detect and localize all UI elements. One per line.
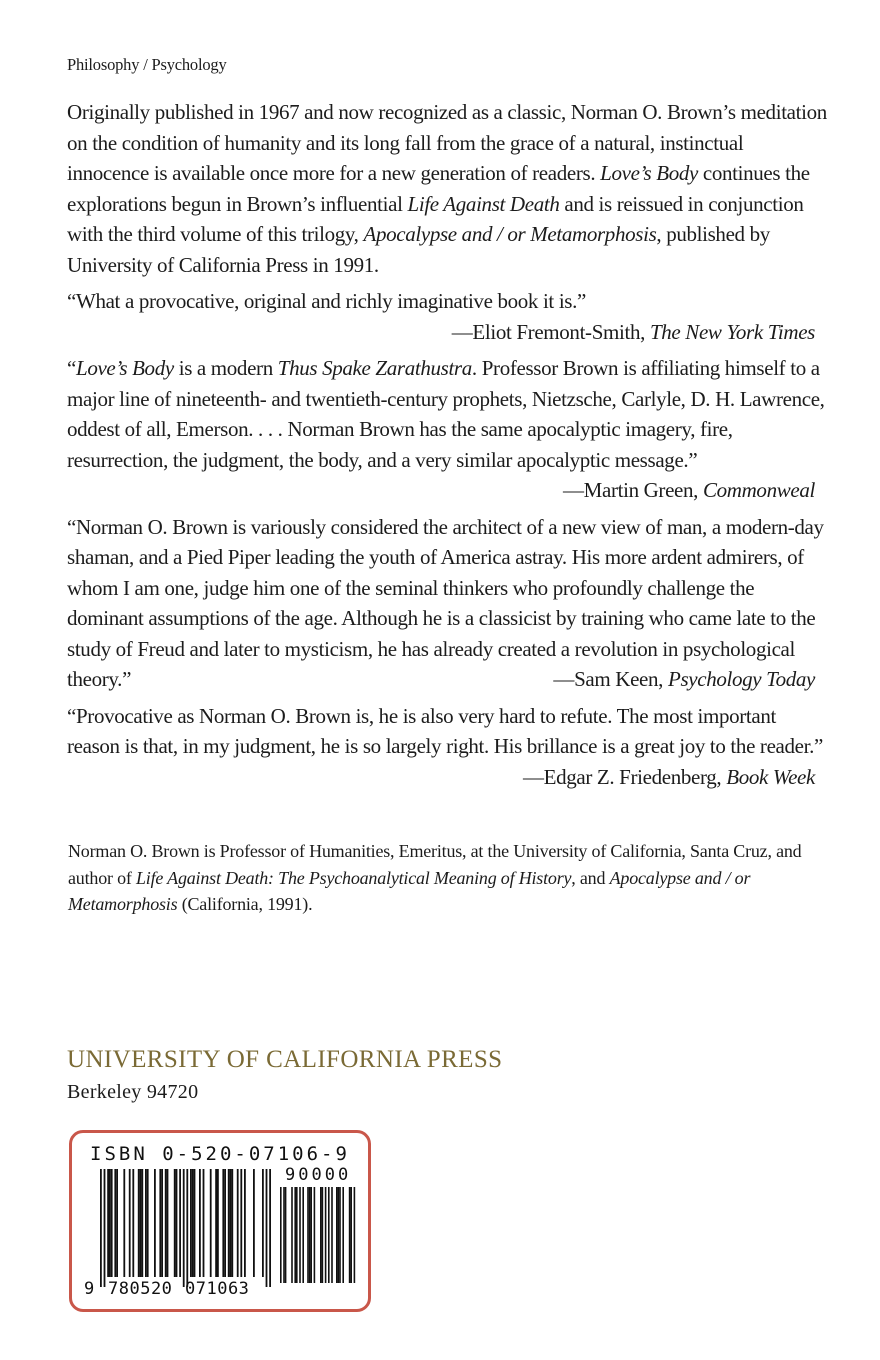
attribution-source: The New York Times [649, 319, 815, 344]
attribution-name: —Martin Green, [563, 478, 703, 502]
barcode-bar [141, 1169, 143, 1277]
review-quote-2 [67, 353, 827, 506]
description-text: Originally published in 1967 and now recognized as a classic, Norman O. Brown’s meditation on the condition of humanity and its long fall from the grace of a natural, instinctual innocence is available once more for a new generation of readers. [67, 100, 827, 185]
quote-text [67, 701, 827, 789]
bio-text: (California, 1991). [177, 894, 313, 914]
barcode-bar [228, 1169, 230, 1277]
barcode-bar [217, 1169, 219, 1277]
attribution-source: Commonweal [702, 478, 815, 502]
quote-text-segment: . Professor Brown is affiliating himself to a major line of nineteenth- and twentieth-century prophets, Nietzsche, Carlyle, D. H. Lawrence, oddest of all, Emerson. . . . Norman Brown has the same apocalyptic imagery, fire, resurrection, the judgment, the body, and a very similar apocalyptic message.” [67, 356, 825, 472]
barcode-box [69, 1130, 371, 1312]
addon-bar [302, 1187, 304, 1283]
addon-bar [296, 1187, 298, 1283]
book-title: Thus Spake Zarathustra [277, 356, 472, 380]
barcode-bar [104, 1169, 106, 1287]
addon-bar [336, 1187, 338, 1283]
book-title: Love’s Body [600, 161, 698, 185]
ean-left-digits: 780520 [108, 1279, 173, 1299]
barcode-bar [190, 1169, 192, 1277]
addon-bar [294, 1187, 296, 1283]
barcode-bar [210, 1169, 212, 1277]
addon-bar [322, 1187, 324, 1283]
barcode-bar [140, 1169, 142, 1277]
addon-bar [309, 1187, 311, 1283]
quote-text [67, 353, 827, 502]
addon-bar [283, 1187, 285, 1283]
barcode-bar [116, 1169, 118, 1277]
category-label: Philosophy / Psychology [67, 55, 227, 74]
ean-first-digit: 9 [84, 1279, 95, 1299]
review-quote-4 [67, 701, 827, 793]
book-title: Life Against Death: The Psychoanalytical Meaning of History [135, 867, 572, 888]
barcode-bar [230, 1169, 232, 1277]
barcode-bar [237, 1169, 239, 1277]
addon-bar [339, 1187, 341, 1283]
barcode-bar [129, 1169, 131, 1277]
barcode-bar [194, 1169, 196, 1277]
barcode-bar [186, 1169, 188, 1287]
quote-text [67, 512, 827, 695]
barcode-bar [123, 1169, 125, 1277]
publisher-name: UNIVERSITY OF CALIFORNIA PRESS [67, 1046, 503, 1073]
bio-text: Norman O. Brown is Professor of Humanities, Emeritus, at the University of California, Santa Cruz, and author of [68, 841, 802, 888]
addon-bar [328, 1187, 330, 1283]
barcode-bar [269, 1169, 271, 1287]
barcode-bar [183, 1169, 185, 1287]
quote-text: “What a provocative, original and richly imaginative book it is.” [67, 289, 586, 313]
barcode-bar [253, 1169, 255, 1277]
barcode-bar [111, 1169, 113, 1277]
blurb [67, 97, 827, 792]
barcode-bar [159, 1169, 161, 1277]
barcode-bar [244, 1169, 246, 1277]
addon-bar [310, 1187, 312, 1283]
barcode-bar [203, 1169, 205, 1277]
addon-bar [291, 1187, 293, 1283]
barcode-bar [147, 1169, 149, 1277]
addon-bar [350, 1187, 352, 1283]
quote-attribution [563, 475, 827, 506]
barcode-bar [176, 1169, 178, 1277]
addon-bar [325, 1187, 327, 1283]
quote-text-segment: “Provocative as Norman O. Brown is, he is also very hard to refute. The most important reason is that, in my judgment, he is so largely right. His brillance is a great joy to the reader.” [67, 703, 823, 758]
barcode-bar [231, 1169, 233, 1277]
ean-right-digits: 071063 [185, 1279, 250, 1299]
barcode-bar [199, 1169, 201, 1277]
attribution-name: —Edgar Z. Friedenberg, [522, 764, 727, 789]
book-title: Apocalypse and / or Metamorphosis [68, 867, 751, 914]
addon-bar [320, 1187, 322, 1283]
barcode-bar [165, 1169, 167, 1277]
quote-text-segment: “Norman O. Brown is variously considered the architect of a new view of man, a modern-day shaman, and a Pied Piper leading the youth of America astray. His more ardent admirers, of whom I am one, judge him one of the seminal thinkers who profoundly challenge the dominant assumptions of the age. Although he is a classicist by training who came late to the study of Freud and later to mysticism, he has already created a revolution in psychological theory.” [67, 514, 824, 691]
barcode-bar [138, 1169, 140, 1277]
barcode-bar [109, 1169, 111, 1277]
quote-attribution [553, 664, 827, 695]
quote-text-segment: is a modern [173, 356, 278, 380]
book-title: Life Against Death [407, 191, 560, 216]
bio-text: , and [571, 867, 610, 888]
barcode-bar [192, 1169, 194, 1277]
quote-attribution [67, 317, 827, 348]
addon-bar [338, 1187, 340, 1283]
barcode-bar [100, 1169, 102, 1287]
description-text: , published by University of California Press in 1991. [67, 222, 770, 277]
addon-bar [280, 1187, 282, 1283]
addon-bar [307, 1187, 309, 1283]
book-title: Love’s Body [75, 356, 174, 380]
barcode-addon-digits: 90000 [285, 1165, 352, 1185]
isbn-label: ISBN 0-520-07106-9 [90, 1143, 350, 1165]
barcode-bar [240, 1169, 242, 1277]
barcode-bar [107, 1169, 109, 1277]
barcode-bar [167, 1169, 169, 1277]
barcode-bar [154, 1169, 156, 1277]
book-title: Apocalypse and / or Metamorphosis [363, 222, 657, 246]
barcode-bar [132, 1169, 134, 1277]
attribution-source: Book Week [726, 764, 815, 789]
review-quote-3 [67, 512, 827, 695]
description-text: continues the explorations begun in Brown’s influential [67, 161, 810, 216]
attribution-name: —Eliot Fremont-Smith, [451, 319, 650, 344]
barcode-bar [114, 1169, 116, 1277]
addon-bar [331, 1187, 333, 1283]
author-bio [68, 838, 820, 918]
addon-bar [285, 1187, 287, 1283]
quote-attribution [523, 762, 827, 793]
barcode-bar [266, 1169, 268, 1287]
review-quote-1 [67, 286, 827, 347]
description-text: and is reissued in conjunction with the third volume of this trilogy, [67, 191, 804, 246]
addon-bar [354, 1187, 356, 1283]
attribution-name: —Sam Keen, [553, 667, 668, 691]
attribution-source: Psychology Today [667, 667, 815, 691]
barcode-bar [161, 1169, 163, 1277]
barcode-bar [145, 1169, 147, 1277]
description-paragraph [67, 97, 827, 280]
addon-bar [349, 1187, 351, 1283]
barcode-bar [262, 1169, 264, 1277]
barcode-bar [222, 1169, 224, 1277]
addon-bar [342, 1187, 344, 1283]
barcode-bar [224, 1169, 226, 1277]
barcode-bar [174, 1169, 176, 1277]
barcode-bar [179, 1169, 181, 1277]
barcode-bar [215, 1169, 217, 1277]
open-quote: “ [67, 356, 76, 380]
publisher-city: Berkeley 94720 [67, 1081, 199, 1103]
publisher-block [67, 1043, 502, 1107]
addon-bar [314, 1187, 316, 1283]
addon-bar [299, 1187, 301, 1283]
